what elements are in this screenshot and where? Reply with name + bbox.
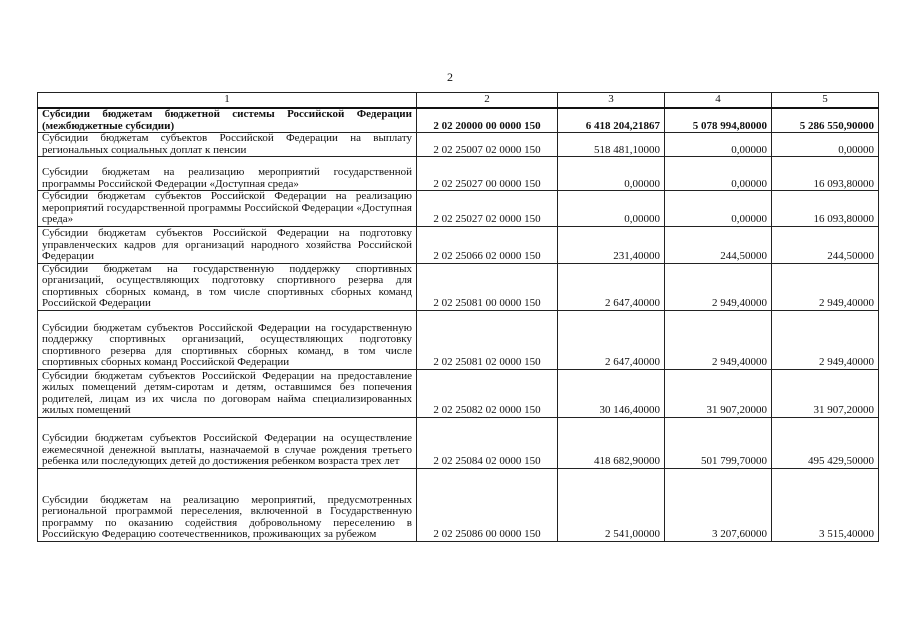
table-body xyxy=(38,108,879,541)
row-value-2024-cell: 2 647,40000 xyxy=(558,263,665,310)
row-value-2026-cell: 16 093,80000 xyxy=(772,157,879,191)
row-code-cell: 2 02 25081 00 0000 150 xyxy=(417,263,558,310)
table-row xyxy=(38,468,879,541)
row-code-cell: 2 02 25086 00 0000 150 xyxy=(417,468,558,541)
row-value-2025-cell: 0,00000 xyxy=(665,157,772,191)
row-value-2025-cell: 0,00000 xyxy=(665,133,772,157)
row-name-cell: Субсидии бюджетам на реализацию мероприятий, предусмотренных региональной программой переселения, включенной в Государственную программу по оказанию содействия добровольному переселению в Российскую Федерацию соотечественников, проживающих за рубежом xyxy=(38,468,417,541)
row-value-2024-cell: 2 541,00000 xyxy=(558,468,665,541)
column-number: 5 xyxy=(772,93,879,109)
column-number: 1 xyxy=(38,93,417,109)
row-value-2026-cell: 3 515,40000 xyxy=(772,468,879,541)
row-value-2026-cell: 244,50000 xyxy=(772,226,879,263)
column-number: 3 xyxy=(558,93,665,109)
budget-table xyxy=(37,92,879,542)
row-code-cell: 2 02 25082 02 0000 150 xyxy=(417,369,558,417)
column-number: 2 xyxy=(417,93,558,109)
table-row xyxy=(38,263,879,310)
table-row xyxy=(38,369,879,417)
table-row xyxy=(38,191,879,227)
row-name-cell: Субсидии бюджетам субъектов Российской Федерации на подготовку управленческих кадров для организаций народного хозяйства Российской Федерации xyxy=(38,226,417,263)
table-row xyxy=(38,310,879,369)
table-row xyxy=(38,226,879,263)
row-name-cell: Субсидии бюджетам субъектов Российской Федерации на выплату региональных социальных доплат к пенсии xyxy=(38,133,417,157)
row-value-2026-cell: 2 949,40000 xyxy=(772,263,879,310)
table-row xyxy=(38,417,879,468)
row-value-2024-cell: 2 647,40000 xyxy=(558,310,665,369)
row-name-cell: Субсидии бюджетам субъектов Российской Федерации на осуществление ежемесячной денежной выплаты, назначаемой в случае рождения третьего ребенка или последующих детей до достижения ребенком возраста трех лет xyxy=(38,417,417,468)
row-name-cell: Субсидии бюджетам на реализацию мероприятий государственной программы Российской Федерации «Доступная среда» xyxy=(38,157,417,191)
row-value-2025-cell: 5 078 994,80000 xyxy=(665,108,772,133)
row-value-2025-cell: 31 907,20000 xyxy=(665,369,772,417)
row-value-2026-cell: 0,00000 xyxy=(772,133,879,157)
row-value-2024-cell: 418 682,90000 xyxy=(558,417,665,468)
row-value-2025-cell: 2 949,40000 xyxy=(665,310,772,369)
row-value-2025-cell: 3 207,60000 xyxy=(665,468,772,541)
row-value-2024-cell: 30 146,40000 xyxy=(558,369,665,417)
row-code-cell: 2 02 25027 02 0000 150 xyxy=(417,191,558,227)
row-value-2024-cell: 518 481,10000 xyxy=(558,133,665,157)
row-code-cell: 2 02 25066 02 0000 150 xyxy=(417,226,558,263)
row-value-2024-cell: 231,40000 xyxy=(558,226,665,263)
row-code-cell: 2 02 25084 02 0000 150 xyxy=(417,417,558,468)
table-row xyxy=(38,157,879,191)
page-number: 2 xyxy=(447,70,453,84)
row-value-2026-cell: 5 286 550,90000 xyxy=(772,108,879,133)
row-value-2024-cell: 0,00000 xyxy=(558,191,665,227)
row-value-2025-cell: 501 799,70000 xyxy=(665,417,772,468)
table-row xyxy=(38,133,879,157)
row-name-cell: Субсидии бюджетам на государственную поддержку спортивных организаций, осуществляющих подготовку спортивного резерва для спортивных сборных команд, в том числе спортивных сборных команд Российской Федерации xyxy=(38,263,417,310)
row-name-cell: Субсидии бюджетам субъектов Российской Федерации на государственную поддержку спортивных организаций, осуществляющих подготовку спортивного резерва для спортивных сборных команд, в том числе спортивных сборных команд Российской Федерации xyxy=(38,310,417,369)
row-value-2024-cell: 0,00000 xyxy=(558,157,665,191)
row-code-cell: 2 02 25081 02 0000 150 xyxy=(417,310,558,369)
row-value-2026-cell: 16 093,80000 xyxy=(772,191,879,227)
column-number: 4 xyxy=(665,93,772,109)
row-value-2026-cell: 31 907,20000 xyxy=(772,369,879,417)
row-name-cell: Субсидии бюджетам субъектов Российской Федерации на предоставление жилых помещений детям-сиротам и детям, оставшимся без попечения родителей, лицам из их числа по договорам найма специализированных жилых помещений xyxy=(38,369,417,417)
column-number-row xyxy=(38,93,879,109)
row-value-2025-cell: 2 949,40000 xyxy=(665,263,772,310)
row-name-cell: Субсидии бюджетам бюджетной системы Российской Федерации (межбюджетные субсидии) xyxy=(38,108,417,133)
row-code-cell: 2 02 25007 02 0000 150 xyxy=(417,133,558,157)
row-value-2026-cell: 2 949,40000 xyxy=(772,310,879,369)
row-value-2025-cell: 0,00000 xyxy=(665,191,772,227)
row-name-cell: Субсидии бюджетам субъектов Российской Федерации на реализацию мероприятий государственной программы Российской Федерации «Доступная среда» xyxy=(38,191,417,227)
row-value-2026-cell: 495 429,50000 xyxy=(772,417,879,468)
row-code-cell: 2 02 20000 00 0000 150 xyxy=(417,108,558,133)
row-value-2025-cell: 244,50000 xyxy=(665,226,772,263)
table-row xyxy=(38,108,879,133)
row-code-cell: 2 02 25027 00 0000 150 xyxy=(417,157,558,191)
row-value-2024-cell: 6 418 204,21867 xyxy=(558,108,665,133)
